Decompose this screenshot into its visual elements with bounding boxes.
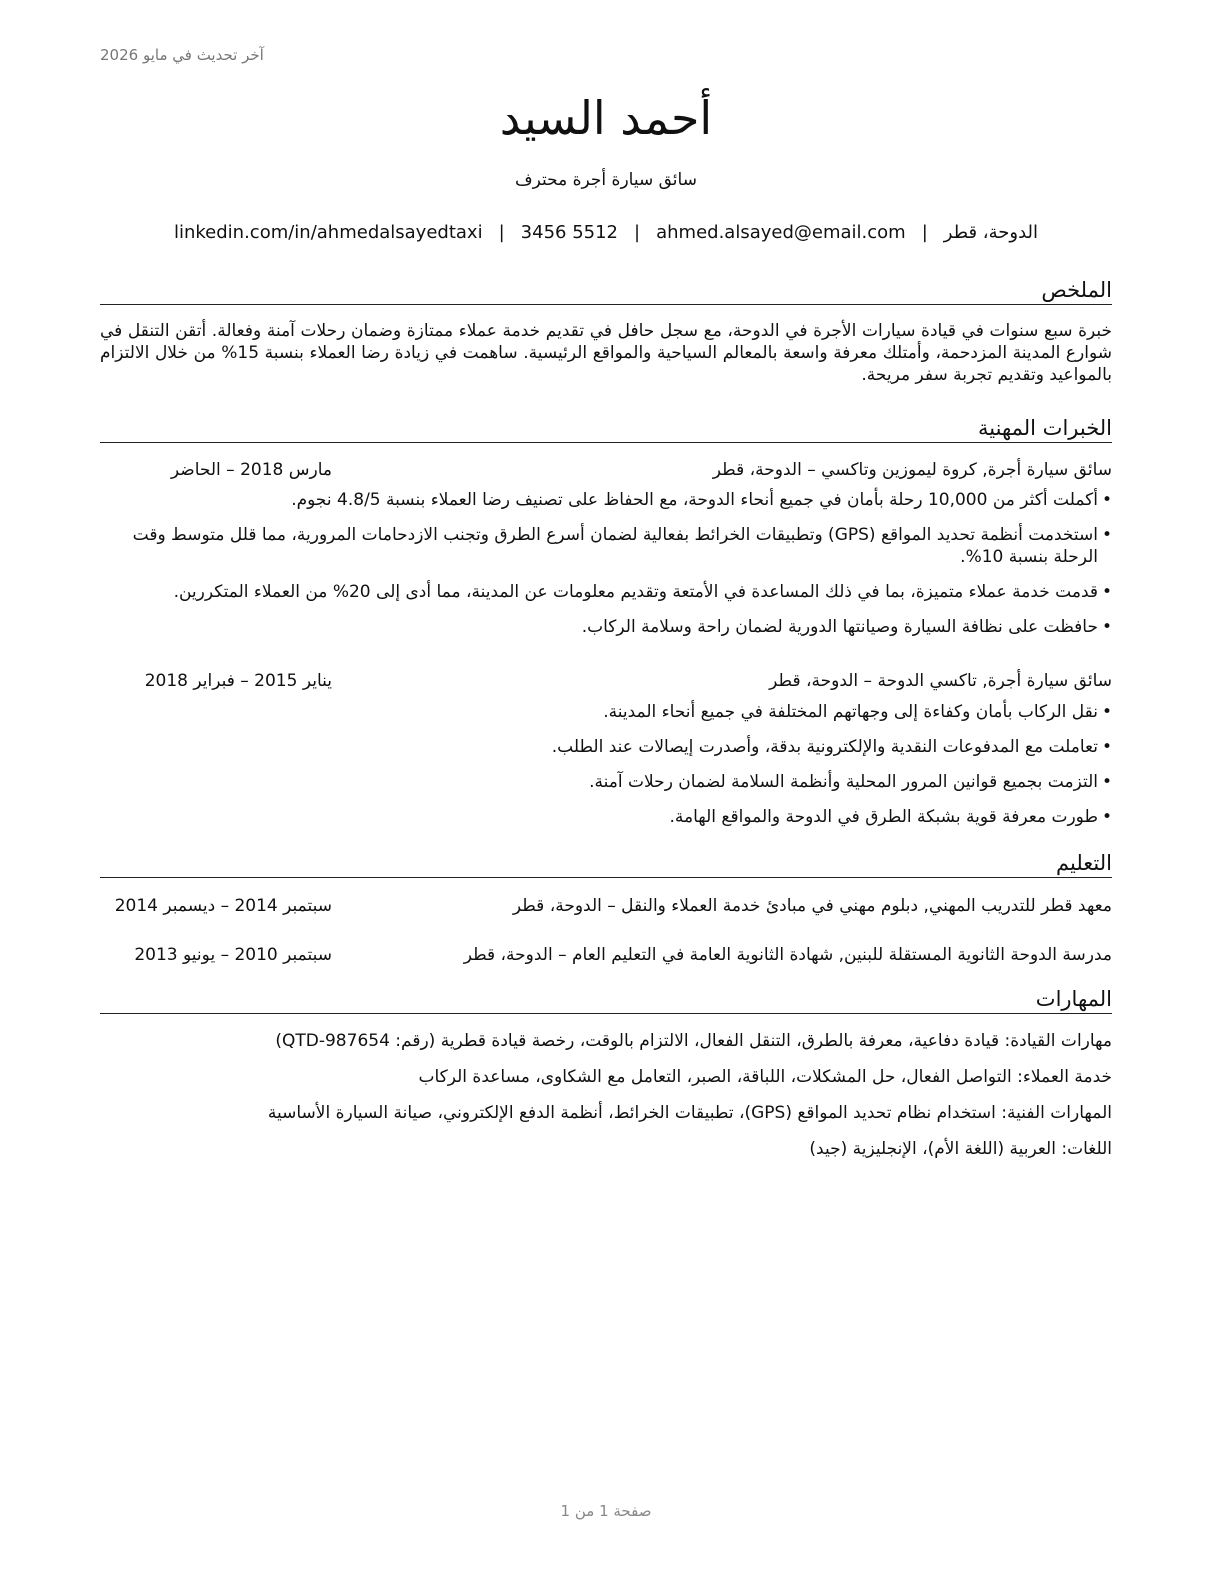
job-bullet: • أكملت أكثر من 10,000 رحلة بأمان في جميع أنحاء الدوحة، مع الحفاظ على تصنيف رضا العملاء بنسبة 4.8/5 نجوم. bbox=[100, 489, 1112, 511]
education-title: مدرسة الدوحة الثانوية المستقلة للبنين, شهادة الثانوية العامة في التعليم العام – الدوحة، قطر bbox=[463, 945, 1112, 965]
last-updated-note: آخر تحديث في مايو 2026 bbox=[100, 46, 264, 64]
education-dates: سبتمبر 2010 – يونيو 2013 bbox=[134, 945, 332, 965]
education-dates: سبتمبر 2014 – ديسمبر 2014 bbox=[114, 896, 332, 916]
job-title: سائق سيارة أجرة, تاكسي الدوحة – الدوحة، قطر bbox=[769, 671, 1112, 691]
education-entry bbox=[100, 943, 1112, 967]
contact-line bbox=[100, 222, 1112, 243]
summary-text: خبرة سبع سنوات في قيادة سيارات الأجرة في الدوحة، مع سجل حافل في تقديم خدمة عملاء ممتازة وضمان رحلات آمنة وفعالة. أتقن التنقل في شوارع المدينة المزدحمة، وأمتلك معرفة واسعة بالمعالم السياحية والمواقع الرئيسية. ساهمت في زيادة رضا العملاء بنسبة 15% من خلال الالتزام بالمواعيد وتقديم تجربة سفر مريحة. bbox=[100, 321, 1112, 385]
section-heading-summary: الملخص bbox=[100, 276, 1112, 305]
job-bullet: • استخدمت أنظمة تحديد المواقع (GPS) وتطبيقات الخرائط بفعالية لضمان أسرع الطرق وتجنب الازدحامات المرورية، مما قلل متوسط وقت الرحلة بنسبة 10%. bbox=[100, 524, 1112, 568]
job-bullets bbox=[100, 489, 1112, 651]
education-entry bbox=[100, 894, 1112, 918]
job-bullet: • التزمت بجميع قوانين المرور المحلية وأنظمة السلامة لضمان رحلات آمنة. bbox=[100, 771, 1112, 793]
job-bullet: • حافظت على نظافة السيارة وصيانتها الدورية لضمان راحة وسلامة الركاب. bbox=[100, 616, 1112, 638]
job-bullet: • قدمت خدمة عملاء متميزة، بما في ذلك المساعدة في الأمتعة وتقديم معلومات عن المدينة، مما أدى إلى 20% من العملاء المتكررين. bbox=[100, 581, 1112, 603]
section-heading-skills: المهارات bbox=[100, 985, 1112, 1014]
job-header bbox=[100, 669, 1112, 693]
job-dates: مارس 2018 – الحاضر bbox=[170, 460, 332, 480]
contact-location: الدوحة، قطر bbox=[943, 222, 1039, 243]
resume-page bbox=[100, 0, 1112, 1584]
job-dates: يناير 2015 – فبراير 2018 bbox=[144, 671, 332, 691]
candidate-title: سائق سيارة أجرة محترف bbox=[515, 170, 697, 190]
contact-phone[interactable]: 3456 5512 bbox=[520, 222, 619, 243]
skill-line: مهارات القيادة: قيادة دفاعية، معرفة بالطرق، التنقل الفعال، الالتزام بالوقت، رخصة قيادة قطرية (رقم: QTD-987654) bbox=[275, 1031, 1112, 1051]
page-number: صفحة 1 من 1 bbox=[560, 1502, 652, 1520]
job-bullet: • تعاملت مع المدفوعات النقدية والإلكترونية بدقة، وأصدرت إيصالات عند الطلب. bbox=[100, 736, 1112, 758]
skills-list bbox=[100, 1030, 1112, 1174]
contact-email[interactable]: ahmed.alsayed@email.com bbox=[656, 222, 906, 243]
job-bullet: • نقل الركاب بأمان وكفاءة إلى وجهاتهم المختلفة في جميع أنحاء المدينة. bbox=[100, 701, 1112, 723]
section-heading-experience: الخبرات المهنية bbox=[100, 414, 1112, 443]
contact-separator: | bbox=[634, 222, 641, 243]
job-bullet: • طورت معرفة قوية بشبكة الطرق في الدوحة والمواقع الهامة. bbox=[100, 806, 1112, 828]
job-title: سائق سيارة أجرة, كروة ليموزين وتاكسي – الدوحة، قطر bbox=[712, 460, 1112, 480]
job-header bbox=[100, 458, 1112, 482]
education-title: معهد قطر للتدريب المهني, دبلوم مهني في مبادئ خدمة العملاء والنقل – الدوحة، قطر bbox=[512, 896, 1112, 916]
section-heading-education: التعليم bbox=[100, 849, 1112, 878]
skill-line: خدمة العملاء: التواصل الفعال، حل المشكلات، اللباقة، الصبر، التعامل مع الشكاوى، مساعدة الركاب bbox=[418, 1067, 1112, 1087]
job-bullets bbox=[100, 701, 1112, 841]
skill-line: اللغات: العربية (اللغة الأم)، الإنجليزية (جيد) bbox=[809, 1139, 1112, 1159]
contact-separator: | bbox=[921, 222, 928, 243]
contact-linkedin[interactable]: linkedin.com/in/ahmedalsayedtaxi bbox=[173, 222, 483, 243]
contact-separator: | bbox=[498, 222, 505, 243]
skill-line: المهارات الفنية: استخدام نظام تحديد المواقع (GPS)، تطبيقات الخرائط، أنظمة الدفع الإلكتروني، صيانة السيارة الأساسية bbox=[267, 1103, 1112, 1123]
candidate-name: أحمد السيد bbox=[499, 91, 713, 145]
